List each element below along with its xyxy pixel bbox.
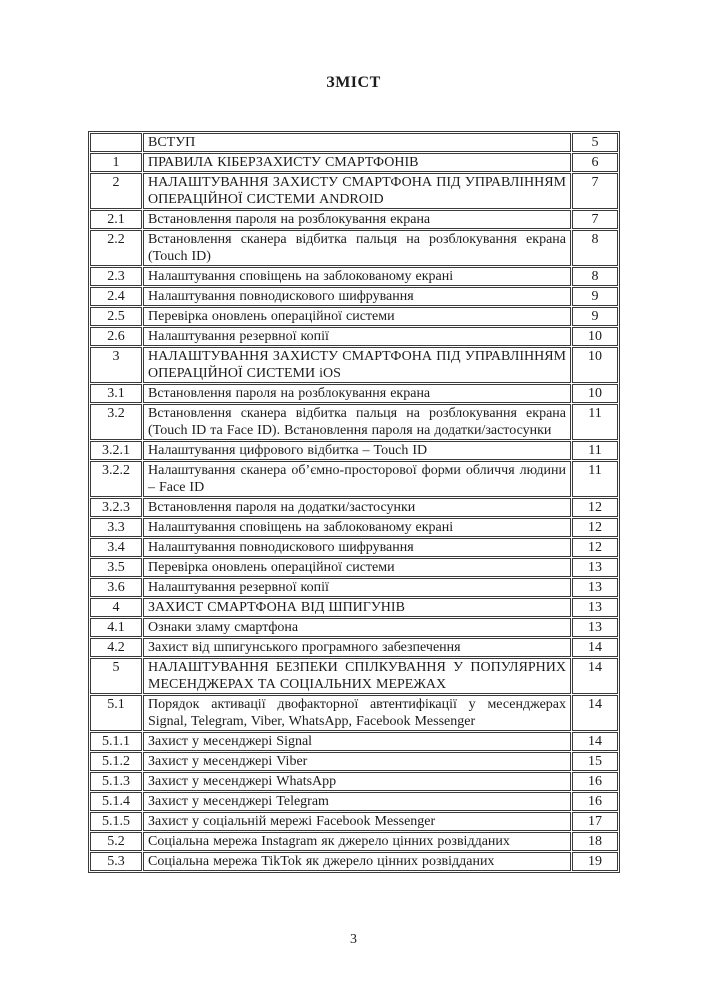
toc-row-number: 5.1: [90, 695, 142, 731]
toc-row-title: Перевірка оновлень операційної системи: [143, 558, 571, 577]
toc-row-title: Встановлення пароля на розблокування екрана: [143, 384, 571, 403]
toc-row-number: 5.1.5: [90, 812, 142, 831]
toc-row-title: Захист у соціальній мережі Facebook Messenger: [143, 812, 571, 831]
toc-row-number: 2.6: [90, 327, 142, 346]
toc-row-page: 13: [572, 558, 618, 577]
toc-row-page: 18: [572, 832, 618, 851]
toc-row-number: 4.1: [90, 618, 142, 637]
toc-row-title: ВСТУП: [143, 133, 571, 152]
toc-row-title: Налаштування сповіщень на заблокованому екрані: [143, 518, 571, 537]
toc-row: [90, 792, 618, 811]
toc-row-page: 19: [572, 852, 618, 871]
toc-row-page: 8: [572, 267, 618, 286]
toc-row-number: 3.3: [90, 518, 142, 537]
toc-row-title: Налаштування резервної копії: [143, 578, 571, 597]
toc-row: [90, 498, 618, 517]
toc-row-title: Захист у месенджері Viber: [143, 752, 571, 771]
toc-row: [90, 384, 618, 403]
toc-row-title: НАЛАШТУВАННЯ ЗАХИСТУ СМАРТФОНА ПІД УПРАВЛІННЯМ ОПЕРАЦІЙНОЇ СИСТЕМИ ANDROID: [143, 173, 571, 209]
page-title: ЗМІСТ: [326, 74, 381, 91]
toc-row: [90, 210, 618, 229]
toc-row-number: 4: [90, 598, 142, 617]
toc-row-title: Встановлення сканера відбитка пальця на розблокування екрана (Touch ID): [143, 230, 571, 266]
toc-row-title: Налаштування повнодискового шифрування: [143, 538, 571, 557]
toc-row-number: 5.1.2: [90, 752, 142, 771]
toc-row-page: 13: [572, 618, 618, 637]
toc-row-page: 14: [572, 695, 618, 731]
toc-row-number: 3.5: [90, 558, 142, 577]
toc-row: [90, 327, 618, 346]
toc-row-page: 6: [572, 153, 618, 172]
toc-row-number: 5: [90, 658, 142, 694]
toc-row-number: 2.3: [90, 267, 142, 286]
toc-row-number: 3.2.3: [90, 498, 142, 517]
toc-row: [90, 461, 618, 497]
toc-row-title: Захист у месенджері Signal: [143, 732, 571, 751]
toc-row-page: 16: [572, 772, 618, 791]
toc-row-page: 10: [572, 384, 618, 403]
toc-row: [90, 153, 618, 172]
toc-row-title: Захист у месенджері Telegram: [143, 792, 571, 811]
toc-row-number: 3.2.2: [90, 461, 142, 497]
toc-table-body: [90, 133, 618, 871]
toc-row-number: 3.2: [90, 404, 142, 440]
toc-row-title: Налаштування сповіщень на заблокованому екрані: [143, 267, 571, 286]
toc-row: [90, 695, 618, 731]
toc-row: [90, 538, 618, 557]
toc-row: [90, 732, 618, 751]
toc-row-number: 2.2: [90, 230, 142, 266]
toc-row-page: 12: [572, 518, 618, 537]
toc-row: [90, 173, 618, 209]
toc-row: [90, 404, 618, 440]
toc-row-number: 2.4: [90, 287, 142, 306]
toc-row-title: Захист у месенджері WhatsApp: [143, 772, 571, 791]
toc-row: [90, 307, 618, 326]
toc-row-page: 5: [572, 133, 618, 152]
toc-row-number: 3: [90, 347, 142, 383]
toc-row-page: 15: [572, 752, 618, 771]
toc-row-title: Налаштування цифрового відбитка – Touch ID: [143, 441, 571, 460]
toc-row-number: 3.2.1: [90, 441, 142, 460]
toc-row: [90, 347, 618, 383]
toc-row: [90, 133, 618, 152]
toc-row-page: 11: [572, 441, 618, 460]
toc-row-title: Порядок активації двофакторної автентифікації у месенджерах Signal, Telegram, Viber, WhatsApp, Facebook Messenger: [143, 695, 571, 731]
toc-row: [90, 852, 618, 871]
toc-row-title: Соціальна мережа Instagram як джерело цінних розвідданих: [143, 832, 571, 851]
toc-row-number: 2.5: [90, 307, 142, 326]
toc-row: [90, 658, 618, 694]
toc-row: [90, 598, 618, 617]
toc-row-page: 13: [572, 598, 618, 617]
toc-row-page: 11: [572, 461, 618, 497]
toc-row: [90, 230, 618, 266]
toc-row-number: 4.2: [90, 638, 142, 657]
toc-row: [90, 812, 618, 831]
toc-row: [90, 752, 618, 771]
toc-row-number: 3.4: [90, 538, 142, 557]
toc-row: [90, 518, 618, 537]
toc-row: [90, 441, 618, 460]
toc-row: [90, 832, 618, 851]
toc-row: [90, 287, 618, 306]
toc-row-title: Встановлення пароля на додатки/застосунки: [143, 498, 571, 517]
toc-row-page: 7: [572, 173, 618, 209]
toc-row-title: Встановлення пароля на розблокування екрана: [143, 210, 571, 229]
toc-row-title: Налаштування повнодискового шифрування: [143, 287, 571, 306]
toc-row-page: 11: [572, 404, 618, 440]
toc-row-title: Соціальна мережа TikTok як джерело цінних розвідданих: [143, 852, 571, 871]
toc-row-number: 1: [90, 153, 142, 172]
footer-page-number: 3: [350, 932, 357, 947]
toc-row: [90, 618, 618, 637]
toc-row: [90, 558, 618, 577]
toc-table: [88, 131, 620, 873]
toc-row-title: НАЛАШТУВАННЯ БЕЗПЕКИ СПІЛКУВАННЯ У ПОПУЛЯРНИХ МЕСЕНДЖЕРАХ ТА СОЦІАЛЬНИХ МЕРЕЖАХ: [143, 658, 571, 694]
toc-row-number: 3.6: [90, 578, 142, 597]
toc-row-page: 10: [572, 327, 618, 346]
toc-row-page: 12: [572, 538, 618, 557]
toc-row-number: 5.3: [90, 852, 142, 871]
toc-row: [90, 267, 618, 286]
toc-row-page: 17: [572, 812, 618, 831]
toc-row: [90, 772, 618, 791]
toc-row-page: 9: [572, 307, 618, 326]
toc-row-number: 3.1: [90, 384, 142, 403]
toc-row-title: Перевірка оновлень операційної системи: [143, 307, 571, 326]
toc-row-number: 2.1: [90, 210, 142, 229]
toc-row-page: 14: [572, 732, 618, 751]
toc-row-title: Налаштування сканера об’ємно-просторової форми обличчя людини – Face ID: [143, 461, 571, 497]
toc-row-page: 16: [572, 792, 618, 811]
toc-row-title: Налаштування резервної копії: [143, 327, 571, 346]
toc-row-page: 9: [572, 287, 618, 306]
toc-row-number: [90, 133, 142, 152]
toc-row-number: 5.1.1: [90, 732, 142, 751]
toc-row-page: 14: [572, 658, 618, 694]
toc-row-title: Ознаки зламу смартфона: [143, 618, 571, 637]
toc-row-number: 5.1.3: [90, 772, 142, 791]
toc-row-number: 2: [90, 173, 142, 209]
toc-row-page: 14: [572, 638, 618, 657]
toc-row-title: НАЛАШТУВАННЯ ЗАХИСТУ СМАРТФОНА ПІД УПРАВЛІННЯМ ОПЕРАЦІЙНОЇ СИСТЕМИ iOS: [143, 347, 571, 383]
toc-row-title: Захист від шпигунського програмного забезпечення: [143, 638, 571, 657]
toc-row-title: ЗАХИСТ СМАРТФОНА ВІД ШПИГУНІВ: [143, 598, 571, 617]
toc-row-page: 13: [572, 578, 618, 597]
toc-row-title: Встановлення сканера відбитка пальця на розблокування екрана (Touch ID та Face ID). Встановлення пароля на додатки/застосунки: [143, 404, 571, 440]
toc-row-page: 7: [572, 210, 618, 229]
toc-row: [90, 638, 618, 657]
toc-row-number: 5.1.4: [90, 792, 142, 811]
toc-row-number: 5.2: [90, 832, 142, 851]
toc-row-title: ПРАВИЛА КІБЕРЗАХИСТУ СМАРТФОНІВ: [143, 153, 571, 172]
toc-row-page: 10: [572, 347, 618, 383]
toc-row-page: 12: [572, 498, 618, 517]
toc-row-page: 8: [572, 230, 618, 266]
toc-row: [90, 578, 618, 597]
